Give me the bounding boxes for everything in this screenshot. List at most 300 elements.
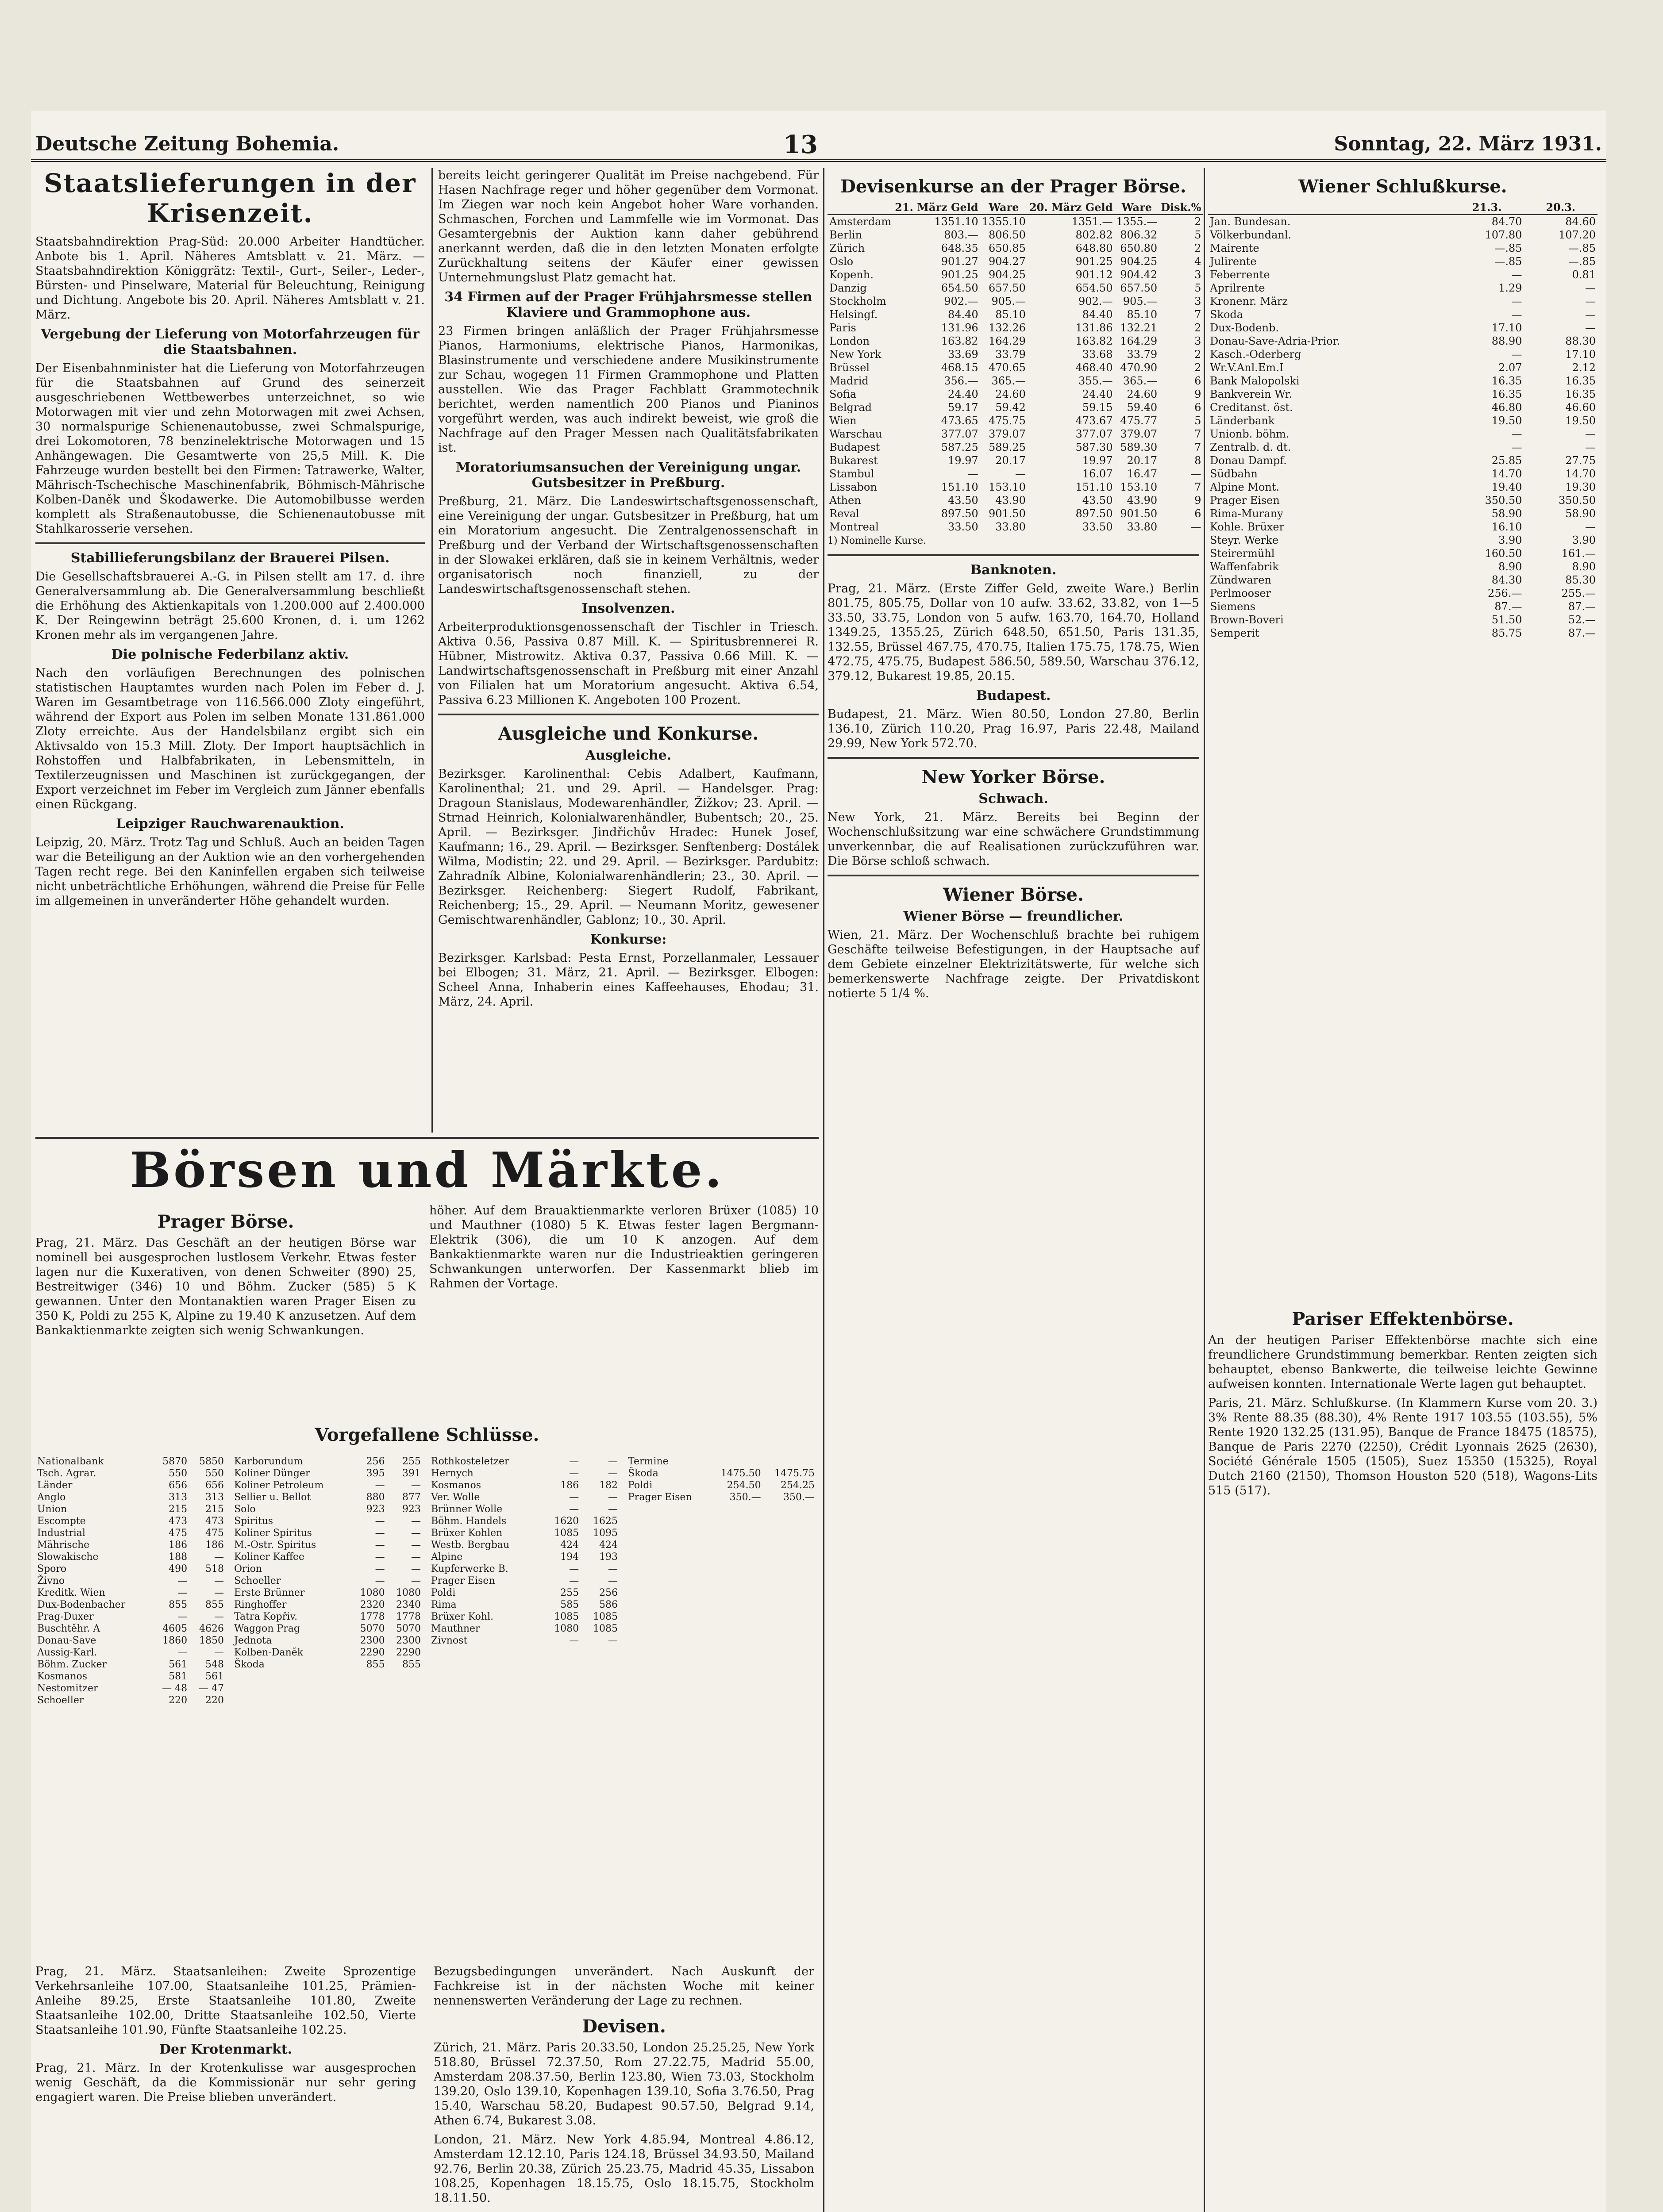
article-paragraph: London, 21. März. New York 4.85.94, Montreal 4.86.12, Amsterdam 12.12.10, Paris 124.18, Brüssel 34.93.50, Mailand 92.76, Berlin 20.38, Zürich 25.23.75, Madrid 45.35, Lissabon 108.25, Kopenhagen 18.15.75, Oslo 18.15.75, Stockholm 18.11.50.	[434, 2133, 814, 2205]
table-cell: 84.70	[1491, 215, 1522, 228]
table-row	[1208, 467, 1598, 480]
table-cell: Skoda	[1210, 308, 1243, 321]
table-cell: —	[375, 1516, 385, 1527]
table-cell: 3.90	[1498, 534, 1522, 546]
table-cell: —	[569, 1563, 579, 1575]
table-row	[828, 295, 1203, 308]
table-cell: Mährische	[37, 1540, 90, 1551]
section-title: Vorgefallene Schlüsse.	[315, 1425, 539, 1445]
table-cell: 16.35	[1491, 388, 1522, 400]
table-row	[1208, 600, 1598, 613]
table-row	[35, 1527, 226, 1539]
table-cell: 2	[1194, 348, 1201, 361]
table-row	[828, 321, 1203, 334]
table-cell: 131.96	[941, 322, 978, 334]
table-cell: Kohle. Brüxer	[1210, 521, 1285, 533]
table-cell: 1475.75	[774, 1468, 815, 1479]
table-cell: Koliner Dünger	[234, 1468, 310, 1479]
article-paragraph: Preßburg, 21. März. Die Landeswirtschaftsgenossenschaft, eine Vereinigung der ungar. Gutsbesitzer in Preßburg, hat um ein Moratorium angesucht. Die Zentralgenossenschaft in Preßburg und der Verband der Wirtschaftsgenossenschaften in der Slowakei erklären, daß sie in keinem Verhältnis, weder organisatorisch noch finanziell, zu der Landeswirtschaftsgenossenschaft stehen.	[438, 495, 819, 596]
table-cell: 43.50	[947, 494, 978, 507]
table-cell: —	[1511, 348, 1522, 361]
table-cell: 151.10	[941, 481, 978, 493]
table-row	[232, 1575, 423, 1587]
table-row	[35, 1491, 226, 1503]
table-cell: Escompte	[37, 1516, 86, 1527]
table-row	[35, 1503, 226, 1515]
table-row	[429, 1587, 620, 1599]
table-cell: Orion	[234, 1563, 262, 1575]
table-cell: 2340	[396, 1599, 421, 1610]
table-cell: 904.42	[1120, 269, 1158, 281]
table-cell: London	[829, 335, 870, 347]
article-paragraph: Budapest, 21. März. Wien 80.50, London 27.80, Berlin 136.10, Zürich 110.20, Prag 16.97, Paris 22.48, Mailand 29.99, New York 572.70.	[828, 707, 1199, 750]
table-row	[232, 1503, 423, 1515]
table-cell: 33.50	[1082, 521, 1113, 533]
table-cell: 43.90	[995, 494, 1026, 507]
table-cell: 1778	[360, 1611, 385, 1622]
table-cell: 1778	[396, 1611, 421, 1622]
table-cell: 6	[1194, 375, 1201, 387]
table-cell: Oslo	[829, 255, 854, 268]
table-row	[35, 1479, 226, 1491]
table-row	[626, 1467, 816, 1479]
table-cell: Kupferwerke B.	[431, 1563, 508, 1575]
table-cell: 350.50	[1485, 494, 1522, 507]
table-row	[1208, 388, 1598, 401]
table-cell: 24.60	[1127, 388, 1158, 400]
table-cell: 33.50	[947, 521, 978, 533]
table-cell: —.85	[1494, 255, 1522, 268]
prager-boerse-right	[429, 1203, 819, 1416]
section-title: New Yorker Börse.	[921, 767, 1105, 787]
table-cell: 19.97	[1082, 454, 1113, 467]
table-row	[1208, 281, 1598, 295]
table-cell: 475	[169, 1528, 188, 1539]
table-cell: Feberrente	[1210, 269, 1270, 281]
table-cell: Tsch. Agrar.	[37, 1468, 96, 1479]
table-cell: 377.07	[1075, 428, 1113, 440]
table-cell: —	[411, 1516, 421, 1527]
table-row	[828, 520, 1203, 534]
table-row	[1208, 454, 1598, 467]
table-cell: 16.47	[1127, 468, 1158, 480]
table-header-cell: Ware	[1114, 200, 1159, 215]
table-cell: —	[1585, 282, 1596, 294]
table-row	[232, 1587, 423, 1599]
table-cell: —	[177, 1575, 188, 1586]
table-cell: 1080	[396, 1587, 421, 1598]
table-row	[828, 388, 1203, 401]
table-cell: —	[1511, 295, 1522, 307]
table-cell: Kronenr. März	[1210, 295, 1288, 307]
table-cell: 163.82	[941, 335, 978, 347]
table-row	[35, 1587, 226, 1599]
table-cell: 5850	[199, 1456, 224, 1467]
table-cell: 905.—	[991, 295, 1026, 307]
table-cell: 16.35	[1565, 375, 1596, 387]
table-cell: 151.10	[1075, 481, 1113, 493]
table-cell: 355.—	[1078, 375, 1113, 387]
table-cell: Bukarest	[829, 454, 878, 467]
table-cell: Böhm. Handels	[431, 1516, 507, 1527]
table-cell: Wr.V.Anl.Em.I	[1210, 361, 1284, 374]
table-cell: 1625	[593, 1516, 618, 1527]
table-cell: 901.25	[1075, 255, 1113, 268]
table-cell: Aprilrente	[1210, 282, 1265, 294]
article-paragraph: Prag, 21. März. Staatsanleihen: Zweite Sprozentige Verkehrsanleihe 107.00, Staatsanleihe 101.25, Prämien-Anleihe 89.25, Erste Staatsanleihe 101.80, Zweite Staatsanleihe 102.00, Dritte Staatsanleihe 102.50, Vierte Staatsanleihe 101.90, Fünfte Staatsanleihe 102.25.	[35, 1965, 416, 2037]
table-cell: 548	[205, 1659, 224, 1670]
table-cell: 656	[205, 1480, 224, 1491]
table-cell: 256	[366, 1456, 385, 1467]
table-row	[429, 1635, 620, 1647]
table-cell: 657.50	[1120, 282, 1158, 294]
table-row	[232, 1551, 423, 1563]
table-cell: 365.—	[1123, 375, 1158, 387]
article-subhead: Moratoriumsansuchen der Vereinigung ungar. Gutsbesitzer in Preßburg.	[455, 460, 801, 491]
table-row	[429, 1479, 620, 1491]
table-row	[1208, 414, 1598, 427]
table-cell: 473.65	[941, 415, 978, 427]
table-cell: —	[569, 1468, 579, 1479]
table-cell: Kreditk. Wien	[37, 1587, 105, 1598]
article-paragraph: höher. Auf dem Brauaktienmarkte verloren Brüxer (1085) 10 und Mauthner (1080) 5 K. Etwas fester lagen Bergmann-Elektrik (306), die um 10 K anzogen. Auf dem Bankaktienmarkte waren nur die Industrieaktien geringeren Schwankungen unterworfen. Der Kassenmarkt blieb im Rahmen der Vortage.	[429, 1204, 819, 1290]
table-header-cell	[828, 200, 893, 215]
table-cell: Industrial	[37, 1528, 85, 1539]
article-subhead: Wiener Börse — freundlicher.	[903, 909, 1124, 924]
table-cell: —	[569, 1456, 579, 1467]
table-header-cell: Ware	[980, 200, 1028, 215]
article-subhead: 34 Firmen auf der Prager Frühjahrsmesse stellen Klaviere und Grammophone aus.	[444, 289, 812, 320]
table-row	[1208, 587, 1598, 600]
table-cell: 20.17	[995, 454, 1026, 467]
table-cell: 901.50	[988, 507, 1026, 520]
article-paragraph: Bezirksger. Karolinenthal: Cebis Adalbert, Kaufmann, Karolinenthal; 21. und 29. April. — Handelsger. Prag: Dragoun Stanislaus, Modewarenhändler, Žižkov; 23. April. — Strnad Heinrich, Kolonialwarenhändler, Bubentsch; 20., 25. April. — Bezirksger. Jindřichův Hradec: Hunek Josef, Kaufmann; 16., 29. April. — Bezirksger. Senftenberg: Dostálek Wilma, Modistin; 22. und 29. April. — Bezirksger. Pardubitz: Zahradník Albine, Kolonialwarenhändlerin; 23., 30. April. — Bezirksger. Reichenberg: Siegert Rudolf, Fabrikant, Reichenberg; 15., 29. April. — Neumann Moritz, gewesener Gemischtwarenhändler, Gablonz; 10., 30. April.	[438, 767, 819, 927]
table-cell: Brüxer Kohlen	[431, 1528, 503, 1539]
table-cell: Union	[37, 1504, 67, 1515]
table-cell: 85.75	[1491, 627, 1522, 639]
table-cell: Unionb. böhm.	[1210, 428, 1290, 440]
schluesse-table	[232, 1455, 423, 1671]
table-cell: Waffenfabrik	[1210, 561, 1279, 573]
table-cell: 220	[205, 1695, 224, 1706]
table-cell: 17.10	[1565, 348, 1596, 361]
table-cell: —	[375, 1575, 385, 1586]
column-3	[828, 168, 1199, 2212]
table-row	[1208, 520, 1598, 534]
table-cell: 1080	[554, 1623, 579, 1634]
table-cell: 33.80	[1127, 521, 1158, 533]
table-cell: Anglo	[37, 1492, 66, 1503]
table-cell: —	[1585, 295, 1596, 307]
table-row	[232, 1659, 423, 1671]
table-cell: 215	[205, 1504, 224, 1515]
table-cell: Siemens	[1210, 600, 1256, 613]
table-cell: Völkerbundanl.	[1210, 229, 1292, 241]
table-cell: 350.—	[729, 1492, 761, 1503]
article-paragraph: Nach den vorläufigen Berechnungen des polnischen statistischen Hauptamtes wurden nach Polen im Feber d. J. Waren im Gesamtbetrage von 116.566.000 Zloty eingeführt, während der Export aus Polen im selben Monate 131.861.000 Zloty erreichte. Aus der Handelsbilanz ergibt sich ein Aktivsaldo von 15.3 Mill. Zloty. Der Import hauptsächlich in Rohstoffen und Halbfabrikaten, in Lebensmitteln, in Textilerzeugnissen und Maschinen ist zurückgegangen, der Export verzeichnet im Feber im Vergleich zum Jänner ebenfalls einen Rückgang.	[35, 666, 425, 811]
table-cell: Stambul	[829, 468, 874, 480]
table-row	[232, 1623, 423, 1635]
table-row	[1208, 348, 1598, 361]
table-cell: —	[375, 1563, 385, 1575]
table-cell: 490	[169, 1563, 188, 1575]
table-header-cell	[1208, 200, 1450, 215]
table-row	[828, 467, 1203, 480]
table-cell: 902.—	[944, 295, 978, 307]
table-cell: Reval	[829, 507, 859, 520]
table-row	[429, 1527, 620, 1539]
table-cell: Karborundum	[234, 1456, 303, 1467]
table-row	[232, 1515, 423, 1527]
article-paragraph: Der Eisenbahnminister hat die Lieferung von Motorfahrzeugen für die Staatsbahnen auf Grund des seinerzeit ausgeschriebenen Wettbewerbes unterzeichnet, so wie Motorwagen mit vier und zehn Motorwagen mit zwei Achsen, 30 normalspurige Schienenautobusse, zwei Schmalspurige, drei Lokomotoren, 78 benzinelektrische Motorwagen und 15 Anhängewagen. Die Gesamtwerte von 25,5 Mill. K. Die Fahrzeuge wurden bestellt bei den Firmen: Tatrawerke, Walter, Mährisch-Tschechische Maschinenfabrik, Böhmisch-Mährische Kolben-Daněk und Škodawerke. Die Automobilbusse werden komplett als Straßenautobusse, die Schienenautobusse mit Stahlkarosserie versehen.	[35, 361, 425, 536]
table-cell: 163.82	[1075, 335, 1113, 347]
table-cell: Madrid	[829, 375, 869, 387]
table-cell: 107.80	[1485, 229, 1522, 241]
table-cell: —	[608, 1635, 618, 1646]
table-cell: 1860	[162, 1635, 188, 1646]
section-title: Ausgleiche und Konkurse.	[498, 723, 759, 744]
table-cell: Zündwaren	[1210, 574, 1271, 586]
table-row	[828, 334, 1203, 348]
table-cell: 901.27	[941, 255, 978, 268]
table-cell: 7	[1194, 308, 1201, 321]
table-cell: Paris	[829, 322, 856, 334]
table-cell: —	[569, 1492, 579, 1503]
table-row	[35, 1467, 226, 1479]
table-cell: 3	[1194, 269, 1201, 281]
article-subhead: Vergebung der Lieferung von Motorfahrzeugen für die Staatsbahnen.	[41, 326, 420, 357]
table-row	[1208, 361, 1598, 374]
table-row	[1208, 308, 1598, 321]
table-row	[1208, 534, 1598, 547]
table-header-cell: 20.3.	[1524, 200, 1598, 215]
table-row	[35, 1551, 226, 1563]
table-cell: 1850	[199, 1635, 224, 1646]
table-cell: —	[411, 1551, 421, 1563]
table-cell: 589.30	[1120, 441, 1158, 453]
table-cell: 5070	[360, 1623, 385, 1634]
table-cell: 186	[560, 1480, 579, 1491]
table-header-cell: Disk.%	[1159, 200, 1203, 215]
table-cell: —	[214, 1647, 224, 1658]
table-cell: —	[375, 1540, 385, 1551]
table-row	[828, 228, 1203, 242]
table-cell: 25.85	[1491, 454, 1522, 467]
schluesse-table	[429, 1455, 620, 1647]
table-cell: Poldi	[628, 1480, 653, 1491]
table-row	[1208, 613, 1598, 626]
table-cell: 58.90	[1565, 507, 1596, 520]
table-cell: Buschtěhr. A	[37, 1623, 100, 1634]
table-cell: 131.86	[1075, 322, 1113, 334]
table-cell: —	[214, 1551, 224, 1563]
table-cell: 2	[1194, 361, 1201, 374]
column-2	[438, 168, 819, 1292]
table-cell: 132.26	[988, 322, 1026, 334]
section-banner: Börsen und Märkte.	[130, 1141, 724, 1198]
table-cell: —	[608, 1563, 618, 1575]
table-cell: 153.10	[988, 481, 1026, 493]
table-cell: 468.15	[941, 361, 978, 374]
table-cell: 904.25	[1120, 255, 1158, 268]
article-subhead: Budapest.	[976, 688, 1051, 703]
table-cell: 193	[599, 1551, 618, 1563]
table-row	[828, 494, 1203, 507]
prager-boerse-left	[35, 1203, 416, 1416]
table-cell: Julirente	[1210, 255, 1257, 268]
table-cell: Kopenh.	[829, 269, 874, 281]
table-cell: 14.70	[1491, 468, 1522, 480]
table-cell: 1085	[554, 1528, 579, 1539]
table-row	[1208, 573, 1598, 587]
table-cell: Belgrad	[829, 401, 872, 414]
table-cell: Sporo	[37, 1563, 67, 1575]
table-cell: 587.25	[941, 441, 978, 453]
table-cell: 215	[169, 1504, 188, 1515]
table-row	[828, 441, 1203, 454]
table-cell: 657.50	[988, 282, 1026, 294]
table-cell: Ver. Wolle	[431, 1492, 480, 1503]
table-cell: 186	[169, 1540, 188, 1551]
table-cell: 161.—	[1561, 547, 1596, 560]
table-row	[232, 1479, 423, 1491]
table-cell: 1351.10	[934, 215, 978, 228]
article-paragraph: New York, 21. März. Bereits bei Beginn der Wochenschlußsitzung war eine schwächere Grundstimmung unverkennbar, die auf Realisationen zurückzuführen war. Die Börse schloß schwach.	[828, 810, 1199, 868]
table-cell: —	[411, 1575, 421, 1586]
table-cell: Helsingf.	[829, 308, 878, 321]
table-cell: Bank Malopolski	[1210, 375, 1300, 387]
table-row	[1208, 228, 1598, 242]
table-cell: New York	[829, 348, 882, 361]
table-cell: Amsterdam	[829, 215, 892, 228]
table-cell: 561	[169, 1659, 188, 1670]
table-row	[1208, 441, 1598, 454]
table-cell: Aussig-Karl.	[37, 1647, 97, 1658]
table-cell: 2	[1194, 242, 1201, 254]
table-cell: 904.27	[988, 255, 1026, 268]
table-cell: —	[214, 1575, 224, 1586]
table-cell: Budapest	[829, 441, 880, 453]
table-header-cell: 20. März Geld	[1028, 200, 1115, 215]
table-row	[429, 1491, 620, 1503]
table-cell: —	[1585, 521, 1596, 533]
table-cell: 654.50	[941, 282, 978, 294]
table-cell: Alpine Mont.	[1210, 481, 1280, 493]
article-paragraph: Prag, 21. März. (Erste Ziffer Geld, zweite Ware.) Berlin 801.75, 805.75, Dollar von 10 aufw. 33.62, 33.82, von 1—5 33.50, 33.75, London von 5 aufw. 163.70, 164.70, Holland 1349.25, 1355.25, Zürich 648.50, 651.50, Paris 131.35, 132.55, Brüssel 467.75, 470.75, Italien 175.75, 178.75, Wien 472.75, 475.75, Budapest 586.50, 589.50, Warschau 376.12, 379.12, Bukarest 19.85, 20.15.	[828, 582, 1199, 683]
table-row	[626, 1479, 816, 1491]
table-cell: 88.30	[1565, 335, 1596, 347]
table-row	[429, 1599, 620, 1611]
table-cell: 194	[560, 1551, 579, 1563]
table-cell: Donau-Save-Adria-Prior.	[1210, 335, 1340, 347]
table-row	[35, 1611, 226, 1623]
table-row	[35, 1671, 226, 1682]
table-cell: Böhm. Zucker	[37, 1659, 107, 1670]
table-cell: Prag-Duxer	[37, 1611, 94, 1622]
table-cell: Montreal	[829, 521, 879, 533]
table-cell: 33.80	[995, 521, 1026, 533]
table-row	[35, 1623, 226, 1635]
table-cell: 84.60	[1565, 215, 1596, 228]
table-cell: Solo	[234, 1504, 256, 1515]
table-cell: 164.29	[988, 335, 1026, 347]
table-cell: 46.60	[1565, 401, 1596, 414]
table-cell: Brown-Boveri	[1210, 614, 1284, 626]
table-cell: —	[375, 1528, 385, 1539]
table-cell: 648.35	[941, 242, 978, 254]
table-cell: 1355.10	[982, 215, 1026, 228]
column-4	[1208, 168, 1598, 1301]
table-cell: 473	[169, 1516, 188, 1527]
table-cell: 33.79	[1127, 348, 1158, 361]
table-cell: — 48	[162, 1683, 188, 1694]
table-row	[828, 268, 1203, 281]
devisen-table	[828, 200, 1203, 534]
table-row	[35, 1635, 226, 1647]
table-cell: 186	[205, 1540, 224, 1551]
table-cell: 20.17	[1127, 454, 1158, 467]
table-cell: 19.50	[1491, 415, 1522, 427]
table-cell: —.85	[1568, 242, 1596, 254]
table-cell: Sofia	[829, 388, 857, 400]
table-row	[232, 1491, 423, 1503]
table-cell: —.85	[1494, 242, 1522, 254]
table-cell: —	[1190, 468, 1201, 480]
table-cell: 16.10	[1491, 521, 1522, 533]
table-cell: 160.50	[1485, 547, 1522, 560]
table-cell: Koliner Petroleum	[234, 1480, 324, 1491]
table-cell: 5070	[396, 1623, 421, 1634]
table-cell: 58.90	[1491, 507, 1522, 520]
table-row	[429, 1623, 620, 1635]
table-row	[828, 361, 1203, 374]
table-cell: Alpine	[431, 1551, 463, 1563]
table-cell: Danzig	[829, 282, 867, 294]
table-cell	[763, 1455, 816, 1467]
table-cell: —	[177, 1611, 188, 1622]
table-row	[35, 1539, 226, 1551]
table-cell: 901.50	[1120, 507, 1158, 520]
table-row	[828, 507, 1203, 520]
table-cell: 905.—	[1123, 295, 1158, 307]
table-cell: 59.42	[995, 401, 1026, 414]
table-cell: 379.07	[988, 428, 1026, 440]
table-cell: 581	[169, 1671, 188, 1682]
table-cell: Zürich	[829, 242, 865, 254]
table-cell: Brünner Wolle	[431, 1504, 503, 1515]
table-cell: — 47	[199, 1683, 224, 1694]
table-cell: —	[214, 1587, 224, 1598]
table-cell: 43.90	[1127, 494, 1158, 507]
table-cell: —	[411, 1480, 421, 1491]
article-subhead: Ausgleiche.	[585, 748, 672, 763]
table-cell: Mauthner	[431, 1623, 480, 1634]
section-title: Devisenkurse an der Prager Börse.	[840, 176, 1186, 197]
table-cell: 85.10	[1127, 308, 1158, 321]
table-row	[1208, 560, 1598, 573]
newspaper-name: Deutsche Zeitung Bohemia.	[35, 133, 339, 155]
table-cell: —	[569, 1575, 579, 1586]
table-cell: 33.68	[1082, 348, 1113, 361]
article-paragraph: Bezugsbedingungen unverändert. Nach Auskunft der Fachkreise ist in der nächsten Woche mit keiner nennenswerten Veränderung der Lage zu rechnen.	[434, 1965, 814, 2008]
table-cell: 84.40	[1082, 308, 1113, 321]
table-cell: 7	[1194, 428, 1201, 440]
column-rule	[1204, 168, 1205, 2212]
column-rule	[823, 168, 824, 2212]
table-cell: —	[569, 1635, 579, 1646]
table-cell: Creditanst. öst.	[1210, 401, 1293, 414]
table-row	[828, 480, 1203, 494]
